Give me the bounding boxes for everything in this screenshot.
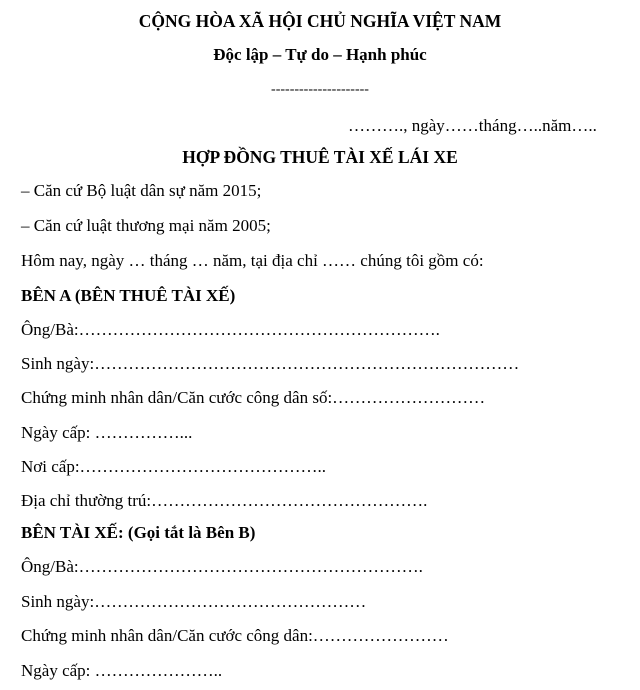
party-a-name-field: Ông/Bà:………………………………………………………. [21,320,440,339]
legal-basis-civil-code: – Căn cứ Bộ luật dân sự năm 2015; [21,181,262,200]
party-a-issue-date-field: Ngày cấp: ……………... [21,423,193,442]
party-a-address-field: Địa chỉ thường trú:…………………………………………. [21,491,428,510]
header-divider: --------------------- [271,82,369,97]
party-b-id-number-field: Chứng minh nhân dân/Căn cước công dân:…………………… [21,626,449,645]
party-a-birthdate-field: Sinh ngày:………………………………………………………………… [21,354,520,373]
country-heading: CỘNG HÒA XÃ HỘI CHỦ NGHĨA VIỆT NAM [138,11,502,31]
party-b-birthdate-field: Sinh ngày:………………………………………… [21,592,367,611]
national-motto: Độc lập – Tự do – Hạnh phúc [213,45,427,64]
party-b-name-field: Ông/Bà:……………………………………………………. [21,557,423,576]
party-a-id-number-field: Chứng minh nhân dân/Căn cước công dân số:……………………… [21,388,486,407]
party-a-issue-place-field: Nơi cấp:…………………………………….. [21,457,327,476]
party-a-heading: BÊN A (BÊN THUÊ TÀI XẾ) [21,286,236,305]
legal-basis-commercial-law: – Căn cứ luật thương mại năm 2005; [21,216,271,235]
party-b-heading: BÊN TÀI XẾ: (Gọi tắt là Bên B) [21,523,256,542]
party-b-issue-date-field: Ngày cấp: ………………….. [21,661,223,680]
intro-statement: Hôm nay, ngày … tháng … năm, tại địa chỉ …… chúng tôi gồm có: [21,251,484,270]
contract-title: HỢP ĐỒNG THUÊ TÀI XẾ LÁI XE [182,147,458,167]
date-line: ………., ngày……tháng…..năm….. [348,116,597,135]
